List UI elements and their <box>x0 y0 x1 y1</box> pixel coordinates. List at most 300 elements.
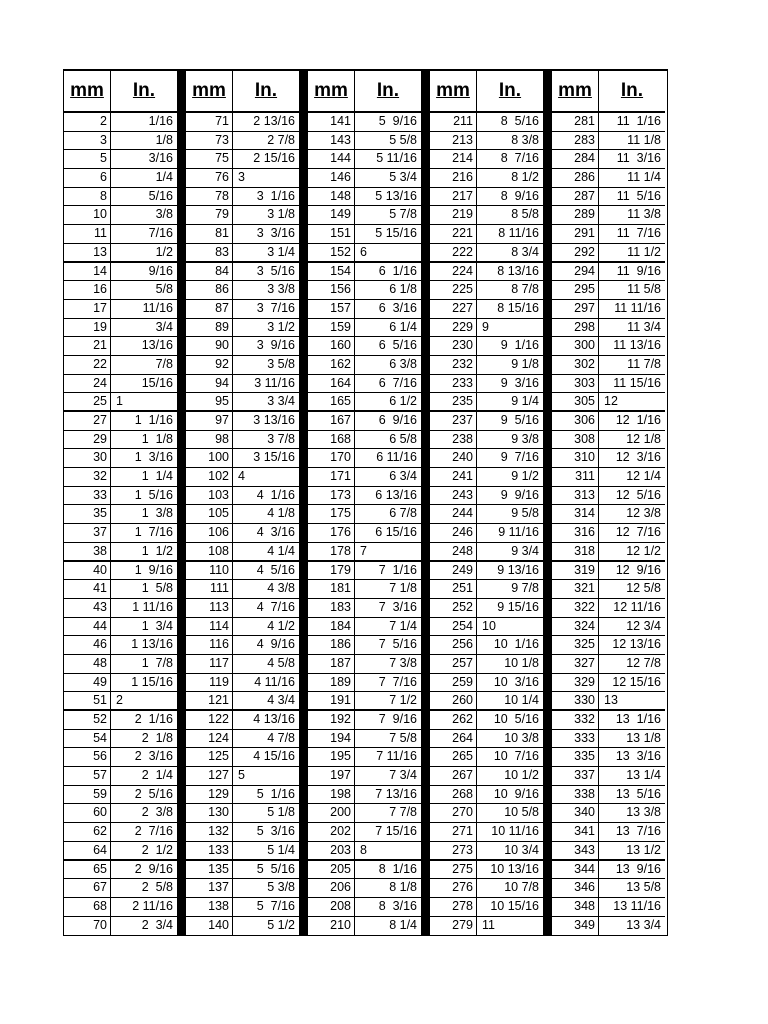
mm-value: 303 <box>552 375 599 393</box>
mm-value: 248 <box>430 543 477 560</box>
table-row <box>186 543 299 562</box>
mm-value: 149 <box>308 206 355 224</box>
table-row <box>552 206 665 225</box>
table-row <box>64 748 177 767</box>
mm-value: 67 <box>64 879 111 897</box>
mm-value: 79 <box>186 206 233 224</box>
mm-value: 265 <box>430 748 477 766</box>
table-row <box>552 281 665 300</box>
mm-value: 127 <box>186 767 233 785</box>
table-row <box>552 748 665 767</box>
inch-value: 5 1/8 <box>267 805 295 820</box>
inch-value: 8 5/16 <box>500 114 539 128</box>
table-row <box>64 375 177 394</box>
table-row <box>430 356 543 375</box>
inch-value: 12 13/16 <box>612 637 661 652</box>
mm-value: 289 <box>552 206 599 224</box>
table-row <box>64 281 177 300</box>
inch-value: 7 3/4 <box>389 768 417 783</box>
inch-value: 2 11/16 <box>132 898 173 913</box>
mm-value: 83 <box>186 244 233 261</box>
table-row <box>64 674 177 693</box>
table-row <box>64 767 177 786</box>
inch-value: 11 7/8 <box>627 356 661 371</box>
table-row <box>64 113 177 132</box>
mm-value: 110 <box>186 562 233 580</box>
inch-value: 2 3/16 <box>134 749 173 764</box>
inch-value: 6 1/4 <box>389 319 417 334</box>
table-row <box>64 393 177 412</box>
table-row <box>308 412 421 431</box>
inch-value: 1 3/4 <box>141 618 173 633</box>
table-row <box>64 505 177 524</box>
inch-value: 9 1/16 <box>500 338 539 353</box>
mm-value: 235 <box>430 393 477 410</box>
mm-value: 124 <box>186 730 233 748</box>
mm-value: 75 <box>186 150 233 168</box>
table-row <box>186 319 299 338</box>
table-row <box>308 692 421 711</box>
header-inches: In. <box>254 80 278 101</box>
mm-value: 249 <box>430 562 477 580</box>
table-row <box>430 505 543 524</box>
inch-value: 5 3/8 <box>267 880 295 895</box>
inch-value: 12 11/16 <box>613 599 661 614</box>
table-row <box>552 487 665 506</box>
mm-value: 244 <box>430 505 477 523</box>
table-row <box>552 543 665 562</box>
inch-value: 12 1/8 <box>626 431 661 446</box>
table-row <box>64 898 177 917</box>
mm-value: 348 <box>552 898 599 916</box>
table-row <box>308 786 421 805</box>
table-row <box>308 337 421 356</box>
table-row <box>308 767 421 786</box>
inch-value: 13 3/16 <box>615 749 661 764</box>
mm-value: 254 <box>430 618 477 636</box>
header-inches: In. <box>376 80 400 101</box>
table-row <box>552 225 665 244</box>
table-row <box>552 917 665 936</box>
table-row <box>186 431 299 450</box>
table-row <box>430 861 543 880</box>
inch-value: 3 1/4 <box>267 244 295 259</box>
inch-value: 12 5/16 <box>615 487 661 502</box>
mm-value: 305 <box>552 393 599 410</box>
table-row <box>186 692 299 711</box>
mm-value: 157 <box>308 300 355 318</box>
inch-value: 2 1/4 <box>141 768 173 783</box>
table-row <box>430 748 543 767</box>
mm-value: 257 <box>430 655 477 673</box>
mm-value: 259 <box>430 674 477 692</box>
mm-value: 267 <box>430 767 477 785</box>
inch-value: 3 3/8 <box>267 282 295 297</box>
inch-value: 13 1/8 <box>626 730 661 745</box>
mm-value: 119 <box>186 674 233 692</box>
table-row <box>64 580 177 599</box>
table-row <box>430 674 543 693</box>
table-row <box>552 636 665 655</box>
inch-value: 8 <box>360 842 367 857</box>
table-row <box>64 730 177 749</box>
inch-value: 1 9/16 <box>134 562 173 577</box>
mm-value: 310 <box>552 449 599 467</box>
inch-value: 6 15/16 <box>375 525 417 540</box>
mm-value: 217 <box>430 188 477 206</box>
table-row <box>430 636 543 655</box>
inch-value: 5 1/4 <box>267 842 295 857</box>
inch-value: 13 7/16 <box>615 824 661 839</box>
mm-value: 213 <box>430 132 477 150</box>
table-row <box>308 711 421 730</box>
table-row <box>186 674 299 693</box>
table-row <box>186 730 299 749</box>
mm-value: 94 <box>186 375 233 393</box>
mm-value: 279 <box>430 917 477 936</box>
table-row <box>430 580 543 599</box>
inch-value: 7 3/8 <box>389 655 417 670</box>
table-row <box>64 319 177 338</box>
inch-value: 10 7/8 <box>504 880 539 895</box>
inch-value: 9 7/16 <box>500 450 539 465</box>
mm-value: 2 <box>64 113 111 131</box>
inch-value: 10 <box>482 618 496 633</box>
inch-value: 10 1/2 <box>504 768 539 783</box>
table-row <box>552 244 665 263</box>
table-row <box>552 898 665 917</box>
inch-value: 4 7/16 <box>256 599 295 614</box>
mm-value: 3 <box>64 132 111 150</box>
table-row <box>430 225 543 244</box>
table-row <box>64 412 177 431</box>
table-row <box>308 244 421 263</box>
mm-value: 170 <box>308 449 355 467</box>
mm-value: 76 <box>186 169 233 187</box>
table-row <box>430 917 543 936</box>
table-row <box>552 412 665 431</box>
mm-value: 197 <box>308 767 355 785</box>
inch-value: 10 5/16 <box>493 712 539 726</box>
mm-value: 238 <box>430 431 477 449</box>
inch-value: 7 1/8 <box>389 581 417 596</box>
table-row <box>64 562 177 581</box>
mm-value: 195 <box>308 748 355 766</box>
inch-value: 10 3/4 <box>504 842 539 857</box>
mm-value: 300 <box>552 337 599 355</box>
table-row <box>186 618 299 637</box>
column-separator <box>543 71 552 935</box>
mm-value: 137 <box>186 879 233 897</box>
mm-value: 221 <box>430 225 477 243</box>
inch-value: 8 1/4 <box>389 917 417 932</box>
table-row <box>430 562 543 581</box>
mm-value: 65 <box>64 861 111 879</box>
mm-value: 179 <box>308 562 355 580</box>
table-row <box>430 655 543 674</box>
table-row <box>430 543 543 562</box>
table-row <box>552 786 665 805</box>
mm-value: 324 <box>552 618 599 636</box>
mm-value: 208 <box>308 898 355 916</box>
table-row <box>308 356 421 375</box>
header-inches: In. <box>498 80 522 101</box>
mm-value: 95 <box>186 393 233 410</box>
mm-value: 168 <box>308 431 355 449</box>
header-mm: mm <box>64 71 111 111</box>
inch-value: 7 9/16 <box>378 712 417 726</box>
mm-value: 156 <box>308 281 355 299</box>
mm-value: 270 <box>430 804 477 822</box>
table-row <box>430 375 543 394</box>
mm-value: 154 <box>308 263 355 281</box>
inch-value: 8 3/8 <box>511 132 539 147</box>
inch-value: 8 15/16 <box>497 300 539 315</box>
table-row <box>430 300 543 319</box>
mm-value: 5 <box>64 150 111 168</box>
inch-value: 7 <box>360 543 367 558</box>
table-row <box>64 300 177 319</box>
table-row <box>552 449 665 468</box>
table-row <box>308 393 421 412</box>
table-row <box>430 263 543 282</box>
mm-value: 278 <box>430 898 477 916</box>
inch-value: 4 1/16 <box>256 487 295 502</box>
inch-value: 6 3/4 <box>389 469 417 484</box>
table-row <box>308 599 421 618</box>
mm-value: 102 <box>186 468 233 486</box>
inch-value: 6 3/8 <box>389 356 417 371</box>
inch-value: 10 15/16 <box>490 898 539 913</box>
table-row <box>186 300 299 319</box>
inch-value: 1 1/2 <box>141 543 173 558</box>
mm-value: 321 <box>552 580 599 598</box>
mm-value: 113 <box>186 599 233 617</box>
inch-value: 3/16 <box>148 151 173 166</box>
mm-value: 152 <box>308 244 355 261</box>
inch-value: 5 15/16 <box>375 226 417 241</box>
inch-value: 1 3/8 <box>141 506 173 521</box>
table-row <box>64 655 177 674</box>
mm-value: 78 <box>186 188 233 206</box>
table-row <box>430 786 543 805</box>
inch-value: 1/8 <box>155 132 173 147</box>
table-row <box>430 113 543 132</box>
mm-value: 241 <box>430 468 477 486</box>
mm-value: 286 <box>552 169 599 187</box>
inch-value: 5 9/16 <box>378 114 417 128</box>
table-row <box>308 730 421 749</box>
table-row <box>430 244 543 263</box>
inch-value: 11 1/4 <box>627 170 661 185</box>
inch-value: 13 9/16 <box>615 861 661 876</box>
column-separator <box>421 71 430 935</box>
mm-value: 349 <box>552 917 599 936</box>
mm-value: 21 <box>64 337 111 355</box>
table-row <box>308 319 421 338</box>
table-row <box>64 917 177 936</box>
table-row <box>64 356 177 375</box>
inch-value: 10 1/16 <box>493 637 539 652</box>
mm-value: 140 <box>186 917 233 936</box>
mm-value: 211 <box>430 113 477 131</box>
inch-value: 12 7/8 <box>626 655 661 670</box>
table-row <box>552 804 665 823</box>
mm-value: 283 <box>552 132 599 150</box>
mm-value: 68 <box>64 898 111 916</box>
inch-value: 6 7/8 <box>389 506 417 521</box>
mm-value: 276 <box>430 879 477 897</box>
mm-value: 100 <box>186 449 233 467</box>
table-row <box>186 206 299 225</box>
inch-value: 12 1/16 <box>615 413 661 427</box>
inch-value: 4 11/16 <box>254 674 295 689</box>
table-row <box>308 618 421 637</box>
inch-value: 4 15/16 <box>253 749 295 764</box>
table-row <box>308 804 421 823</box>
inch-value: 4 3/16 <box>256 525 295 540</box>
table-row <box>64 524 177 543</box>
mm-value: 260 <box>430 692 477 709</box>
table-row <box>308 431 421 450</box>
mm-value: 316 <box>552 524 599 542</box>
inch-value: 5/16 <box>148 188 173 203</box>
table-row <box>186 804 299 823</box>
table-row <box>308 655 421 674</box>
mm-value: 141 <box>308 113 355 131</box>
table-row <box>64 468 177 487</box>
table-row <box>552 300 665 319</box>
inch-value: 1 15/16 <box>131 674 173 689</box>
mm-value: 298 <box>552 319 599 337</box>
inch-value: 7 5/8 <box>389 730 417 745</box>
table-row <box>430 711 543 730</box>
table-row <box>308 300 421 319</box>
inch-value: 5 3/16 <box>256 824 295 839</box>
table-row <box>552 113 665 132</box>
inch-value: 2 9/16 <box>134 861 173 876</box>
inch-value: 11 3/16 <box>616 151 661 166</box>
inch-value: 12 3/16 <box>615 450 661 465</box>
inch-value: 2 13/16 <box>253 114 295 128</box>
mm-value: 222 <box>430 244 477 261</box>
inch-value: 2 1/8 <box>141 730 173 745</box>
table-row <box>552 842 665 861</box>
table-row <box>430 599 543 618</box>
table-row <box>186 281 299 300</box>
table-row <box>430 692 543 711</box>
table-row <box>552 692 665 711</box>
inch-value: 6 11/16 <box>376 450 417 465</box>
mm-value: 116 <box>186 636 233 654</box>
table-row <box>430 431 543 450</box>
mm-value: 6 <box>64 169 111 187</box>
mm-value: 37 <box>64 524 111 542</box>
inch-value: 6 1/16 <box>378 263 417 278</box>
inch-value: 7 1/2 <box>389 693 417 708</box>
table-row <box>186 393 299 412</box>
inch-value: 12 7/16 <box>615 525 661 540</box>
inch-value: 4 1/2 <box>267 618 295 633</box>
table-row <box>552 188 665 207</box>
mm-value: 173 <box>308 487 355 505</box>
mm-value: 297 <box>552 300 599 318</box>
table-row <box>430 150 543 169</box>
inch-value: 9 9/16 <box>500 487 539 502</box>
inch-value: 3 15/16 <box>253 450 295 465</box>
table-row <box>64 823 177 842</box>
mm-value: 337 <box>552 767 599 785</box>
inch-value: 3 5/8 <box>267 356 295 371</box>
mm-value: 106 <box>186 524 233 542</box>
mm-value: 162 <box>308 356 355 374</box>
mm-value: 308 <box>552 431 599 449</box>
table-row <box>64 692 177 711</box>
inch-value: 6 1/2 <box>389 394 417 409</box>
table-row <box>308 113 421 132</box>
mm-value: 338 <box>552 786 599 804</box>
table-row <box>186 711 299 730</box>
inch-value: 6 7/16 <box>378 375 417 390</box>
table-row <box>308 449 421 468</box>
inch-value: 2 3/4 <box>141 917 173 932</box>
inch-value: 9 13/16 <box>497 562 539 577</box>
table-row <box>308 879 421 898</box>
column-group <box>430 71 543 935</box>
inch-value: 11 7/16 <box>616 226 661 241</box>
table-row <box>308 580 421 599</box>
table-row <box>430 879 543 898</box>
inch-value: 13 5/8 <box>626 880 661 895</box>
mm-value: 203 <box>308 842 355 859</box>
mm-value: 186 <box>308 636 355 654</box>
inch-value: 3 7/8 <box>267 431 295 446</box>
inch-value: 1 7/16 <box>134 525 173 540</box>
inch-value: 13 1/2 <box>626 842 661 857</box>
table-row <box>552 150 665 169</box>
inch-value: 11 9/16 <box>616 263 661 278</box>
mm-value: 329 <box>552 674 599 692</box>
table-row <box>186 356 299 375</box>
table-row <box>64 786 177 805</box>
inch-value: 1 1/16 <box>134 413 173 427</box>
mm-value: 130 <box>186 804 233 822</box>
table-row <box>552 468 665 487</box>
table-row <box>552 505 665 524</box>
mm-value: 219 <box>430 206 477 224</box>
mm-value: 181 <box>308 580 355 598</box>
inch-value: 9 15/16 <box>497 599 539 614</box>
column-header <box>308 71 421 113</box>
table-row <box>64 225 177 244</box>
mm-value: 229 <box>430 319 477 337</box>
mm-value: 48 <box>64 655 111 673</box>
inch-value: 11 3/8 <box>627 207 661 222</box>
inch-value: 3/4 <box>155 319 173 334</box>
mm-value: 291 <box>552 225 599 243</box>
inch-value: 13 3/8 <box>626 805 661 820</box>
table-row <box>186 823 299 842</box>
mm-value: 341 <box>552 823 599 841</box>
mm-value: 133 <box>186 842 233 859</box>
inch-value: 12 5/8 <box>626 581 661 596</box>
inch-value: 11 5/8 <box>627 282 661 297</box>
table-row <box>308 861 421 880</box>
table-row <box>64 636 177 655</box>
mm-value: 40 <box>64 562 111 580</box>
inch-value: 11 5/16 <box>616 188 661 203</box>
inch-value: 8 9/16 <box>500 188 539 203</box>
